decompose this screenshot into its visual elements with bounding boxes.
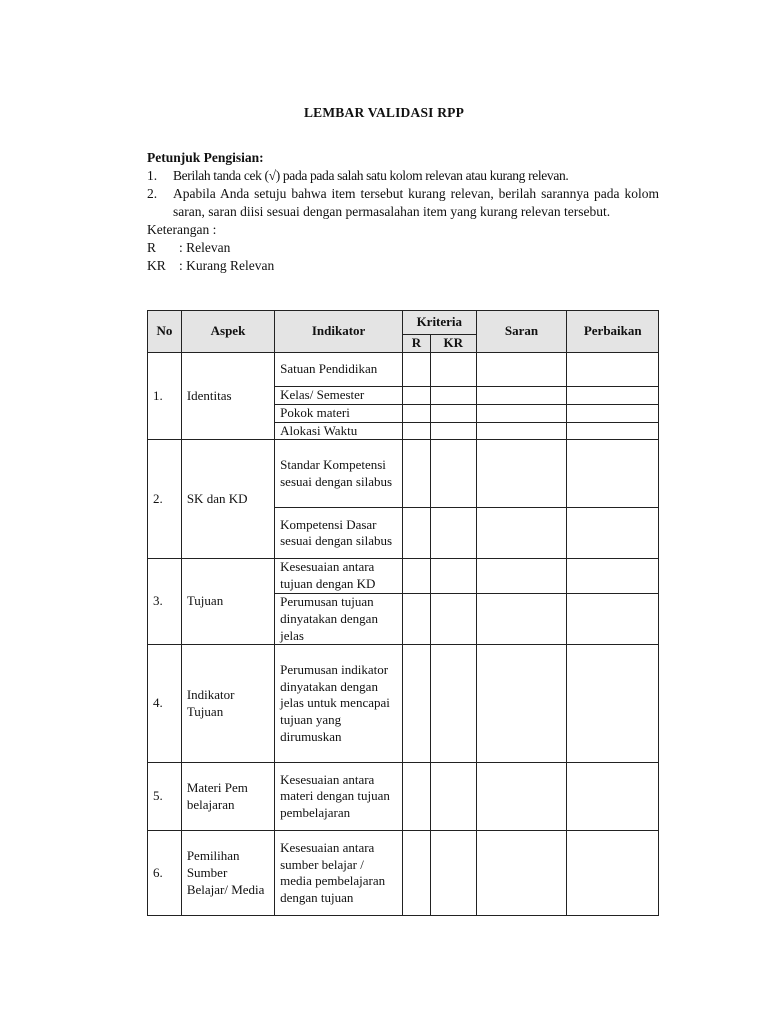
perbaikan-cell[interactable] — [567, 593, 659, 644]
checkbox-r[interactable] — [403, 422, 431, 440]
checkbox-r[interactable] — [403, 508, 431, 559]
checkbox-r[interactable] — [403, 353, 431, 387]
perbaikan-cell[interactable] — [567, 440, 659, 508]
checkbox-r[interactable] — [403, 831, 431, 916]
perbaikan-cell[interactable] — [567, 763, 659, 831]
saran-cell[interactable] — [476, 404, 567, 422]
header-no: No — [148, 311, 182, 353]
header-kriteria: Kriteria — [403, 311, 477, 335]
row-aspek: Pemilihan Sumber Belajar/ Media — [181, 831, 274, 916]
row-aspek: Identitas — [181, 353, 274, 440]
header-indikator: Indikator — [275, 311, 403, 353]
checkbox-kr[interactable] — [430, 645, 476, 763]
checkbox-kr[interactable] — [430, 593, 476, 644]
legend-row — [147, 239, 659, 257]
row-indikator: Alokasi Waktu — [275, 422, 403, 440]
header-aspek: Aspek — [181, 311, 274, 353]
row-indikator: Satuan Pendidikan — [275, 353, 403, 387]
legend-key: R — [147, 240, 157, 255]
row-aspek: SK dan KD — [181, 440, 274, 559]
checkbox-kr[interactable] — [430, 422, 476, 440]
perbaikan-cell[interactable] — [567, 559, 659, 594]
saran-cell[interactable] — [476, 593, 567, 644]
row-indikator: Kesesuaian antara tujuan dengan KD — [275, 559, 403, 594]
saran-cell[interactable] — [476, 645, 567, 763]
row-number: 5. — [148, 763, 182, 831]
row-number: 3. — [148, 559, 182, 645]
legend-value: : Relevan — [179, 240, 231, 255]
perbaikan-cell[interactable] — [567, 422, 659, 440]
instruction-text: Berilah tanda cek (√) pada pada salah satu kolom relevan atau kurang relevan. — [173, 168, 569, 183]
row-indikator: Standar Kompetensi sesuai dengan silabus — [275, 440, 403, 508]
instruction-item — [147, 167, 659, 185]
checkbox-r[interactable] — [403, 404, 431, 422]
validation-table — [147, 310, 659, 916]
perbaikan-cell[interactable] — [567, 404, 659, 422]
instruction-item — [147, 185, 659, 221]
checkbox-kr[interactable] — [430, 508, 476, 559]
perbaikan-cell[interactable] — [567, 353, 659, 387]
row-indikator: Perumusan tujuan dinyatakan dengan jelas — [275, 593, 403, 644]
saran-cell[interactable] — [476, 508, 567, 559]
checkbox-r[interactable] — [403, 593, 431, 644]
instructions — [147, 149, 659, 275]
table-row — [148, 831, 659, 916]
row-number: 2. — [148, 440, 182, 559]
saran-cell[interactable] — [476, 763, 567, 831]
perbaikan-cell[interactable] — [567, 831, 659, 916]
row-aspek: Indikator Tujuan — [181, 645, 274, 763]
checkbox-kr[interactable] — [430, 440, 476, 508]
legend-key: KR — [147, 258, 166, 273]
table-row — [148, 645, 659, 763]
checkbox-kr[interactable] — [430, 559, 476, 594]
saran-cell[interactable] — [476, 353, 567, 387]
perbaikan-cell[interactable] — [567, 508, 659, 559]
row-indikator: Perumusan indikator dinyatakan dengan jelas untuk mencapai tujuan yang dirumuskan — [275, 645, 403, 763]
checkbox-r[interactable] — [403, 645, 431, 763]
instructions-heading: Petunjuk Pengisian: — [147, 150, 264, 165]
row-number: 6. — [148, 831, 182, 916]
header-r: R — [403, 335, 431, 353]
perbaikan-cell[interactable] — [567, 645, 659, 763]
saran-cell[interactable] — [476, 559, 567, 594]
saran-cell[interactable] — [476, 831, 567, 916]
table-row — [148, 440, 659, 508]
checkbox-r[interactable] — [403, 440, 431, 508]
checkbox-r[interactable] — [403, 387, 431, 405]
legend-title: Keterangan : — [147, 222, 217, 237]
header-perbaikan: Perbaikan — [567, 311, 659, 353]
checkbox-r[interactable] — [403, 559, 431, 594]
row-aspek: Materi Pem belajaran — [181, 763, 274, 831]
row-indikator: Kelas/ Semester — [275, 387, 403, 405]
row-indikator: Kompetensi Dasar sesuai dengan silabus — [275, 508, 403, 559]
perbaikan-cell[interactable] — [567, 387, 659, 405]
header-saran: Saran — [476, 311, 567, 353]
legend — [147, 221, 659, 275]
row-aspek: Tujuan — [181, 559, 274, 645]
table-row — [148, 353, 659, 387]
checkbox-kr[interactable] — [430, 353, 476, 387]
row-indikator: Kesesuaian antara materi dengan tujuan pembelajaran — [275, 763, 403, 831]
checkbox-kr[interactable] — [430, 387, 476, 405]
checkbox-r[interactable] — [403, 763, 431, 831]
table-row — [148, 559, 659, 594]
instruction-number: 1. — [147, 168, 158, 183]
saran-cell[interactable] — [476, 422, 567, 440]
instruction-number: 2. — [147, 186, 158, 201]
instruction-text: Apabila Anda setuju bahwa item tersebut kurang relevan, berilah sarannya pada kolom saran, saran diisi sesuai dengan permasalahan item yang kurang relevan tersebut. — [173, 186, 659, 219]
header-kr: KR — [430, 335, 476, 353]
row-number: 1. — [148, 353, 182, 440]
checkbox-kr[interactable] — [430, 404, 476, 422]
saran-cell[interactable] — [476, 440, 567, 508]
legend-value: : Kurang Relevan — [179, 258, 275, 273]
checkbox-kr[interactable] — [430, 831, 476, 916]
saran-cell[interactable] — [476, 387, 567, 405]
row-indikator: Pokok materi — [275, 404, 403, 422]
row-number: 4. — [148, 645, 182, 763]
checkbox-kr[interactable] — [430, 763, 476, 831]
legend-row — [147, 257, 659, 275]
table-row — [148, 763, 659, 831]
row-indikator: Kesesuaian antara sumber belajar / media pembelajaran dengan tujuan — [275, 831, 403, 916]
document-title: LEMBAR VALIDASI RPP — [303, 105, 465, 120]
